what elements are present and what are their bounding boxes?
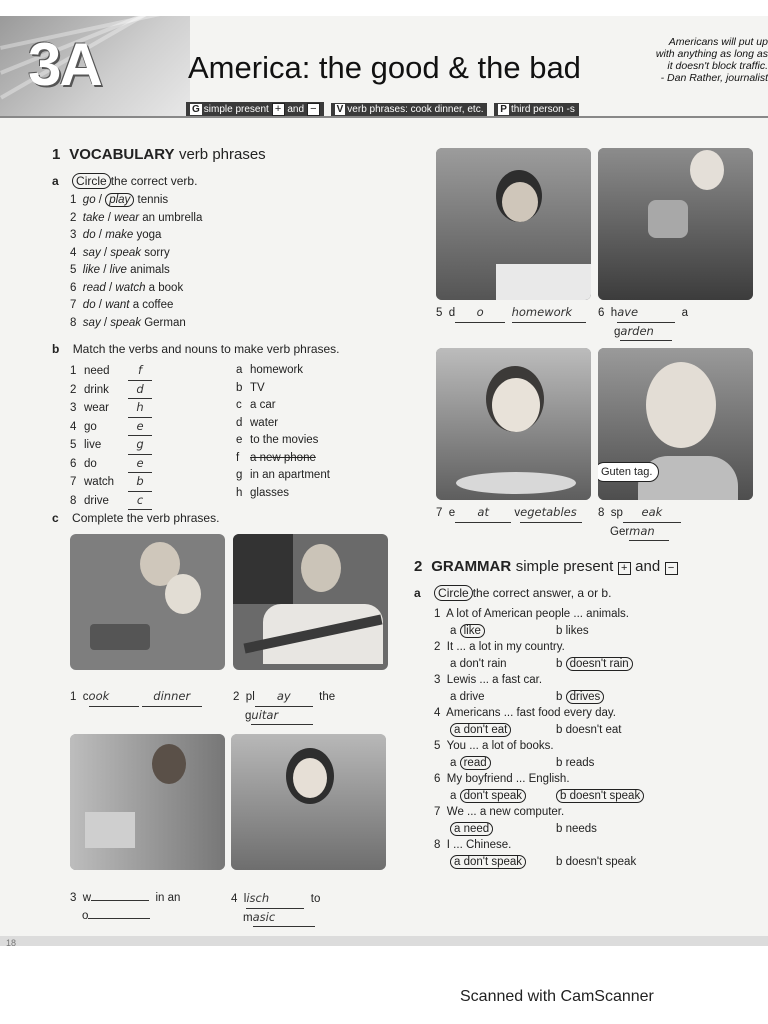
list-item: 3 wear h [70,399,230,418]
answer-options: a read b reads [450,756,595,769]
list-item: 7 We ... a new computer. [434,806,565,818]
match-nouns [236,362,396,502]
photo-cooking [70,534,225,670]
grammar-list [434,606,754,870]
answer-options: a like b likes [450,624,589,637]
photo-man [598,348,753,500]
list-item: 4 go e [70,418,230,437]
list-item: 4 Americans ... fast food every day. [434,707,616,719]
unit-number: 3A [28,31,101,98]
list-item: e to the movies [236,434,319,446]
vocab-tag: V verb phrases: cook dinner, etc. [331,103,488,116]
list-item: 4 say / speak sorry [70,246,170,259]
list-item: 7 do / want a coffee [70,299,174,311]
vocab-heading: 1 VOCABULARY verb phrases [52,146,266,163]
workbook-page [0,16,768,946]
answer-options: a need b needs [434,821,754,838]
answer-options: a don't eat b doesn't eat [434,722,754,739]
grammar-heading: 2 GRAMMAR simple present + and − [414,558,678,576]
list-item: g in an apartment [236,469,330,481]
list-item: 2 drink d [70,381,230,400]
list-item: 1 go / play tennis [70,194,169,206]
phrase-6: 6 have a garden [598,304,688,341]
list-item: 3 Lewis ... a fast car. [434,674,543,686]
page-number: 18 [6,938,17,946]
match-verbs [70,362,230,510]
answer-options: a don't speak b doesn't speak [434,854,754,871]
phrase-4: 4 lisch to masic [231,890,320,927]
list-item: f a new phone [236,451,316,464]
list-item: 6 read / watch a book [70,281,184,294]
list-item: 5 You ... a lot of books. [434,740,554,752]
list-item: 1 A lot of American people ... animals. [434,608,629,620]
answer-options: a don't speak b doesn't speak [434,788,754,805]
page-title: America: the good & the bad [188,50,581,85]
phrase-1: 1 cook dinner [70,688,202,707]
photo-homework [436,148,591,300]
vocab-b-instruction: b Match the verbs and nouns to make verb phrases. [52,342,340,356]
list-item: 8 I ... Chinese. [434,839,512,851]
list-item: 8 say / speak German [70,316,186,329]
speech-bubble: Guten tag. [598,462,659,482]
list-item: 7 watch b [70,473,230,492]
list-item: b TV [236,381,265,394]
photo-garden [598,148,753,300]
list-item: d water [236,416,279,429]
vocab-a-instruction: a Circle the correct verb. [52,174,198,188]
list-item: a homework [236,364,304,376]
photo-music [231,734,386,870]
phrase-8: 8 sp eak German [598,504,681,541]
footer-strip [0,936,768,946]
vocab-c-instruction: c Complete the verb phrases. [52,511,220,525]
quote: Americans will put up with anything as long as it doesn't block traffic. - Dan Rather, journalist [655,36,768,84]
answer-options: a don't rain b doesn't rain [434,656,754,673]
list-item: 6 do e [70,455,230,474]
list-item: h glasses [236,486,289,499]
header-divider [0,116,768,128]
phrase-2: 2 pl ay the guitar [233,688,335,725]
list-item: 2 take / wear an umbrella [70,211,203,224]
photo-guitar [233,534,388,670]
list-item: 6 My boyfriend ... English. [434,773,570,785]
list-item: 5 like / live animals [70,264,170,276]
list-item: c a car [236,399,276,411]
grammar-a-instruction: a Circle the correct answer, a or b. [414,586,612,600]
list-item: 2 It ... a lot in my country. [434,641,565,653]
list-item: 1 need f [70,362,230,381]
scanner-watermark: Scanned with CamScanner [460,988,654,1005]
phrase-7: 7 e at vegetables [436,504,582,523]
phrase-5: 5 d o homework [436,304,586,323]
photo-office [70,734,225,870]
vocab-a-list [70,192,370,332]
list-item: 8 drive c [70,492,230,511]
grammar-tag: G simple present + and − [186,102,324,117]
lesson-tags [186,102,583,117]
pron-tag: P third person -s [494,103,579,116]
list-item: 5 live g [70,436,230,455]
answer-options: a drive b drives [434,689,754,706]
phrase-3: 3 w in an o [70,892,181,922]
list-item: 3 do / make yoga [70,229,162,241]
photo-eating [436,348,591,500]
